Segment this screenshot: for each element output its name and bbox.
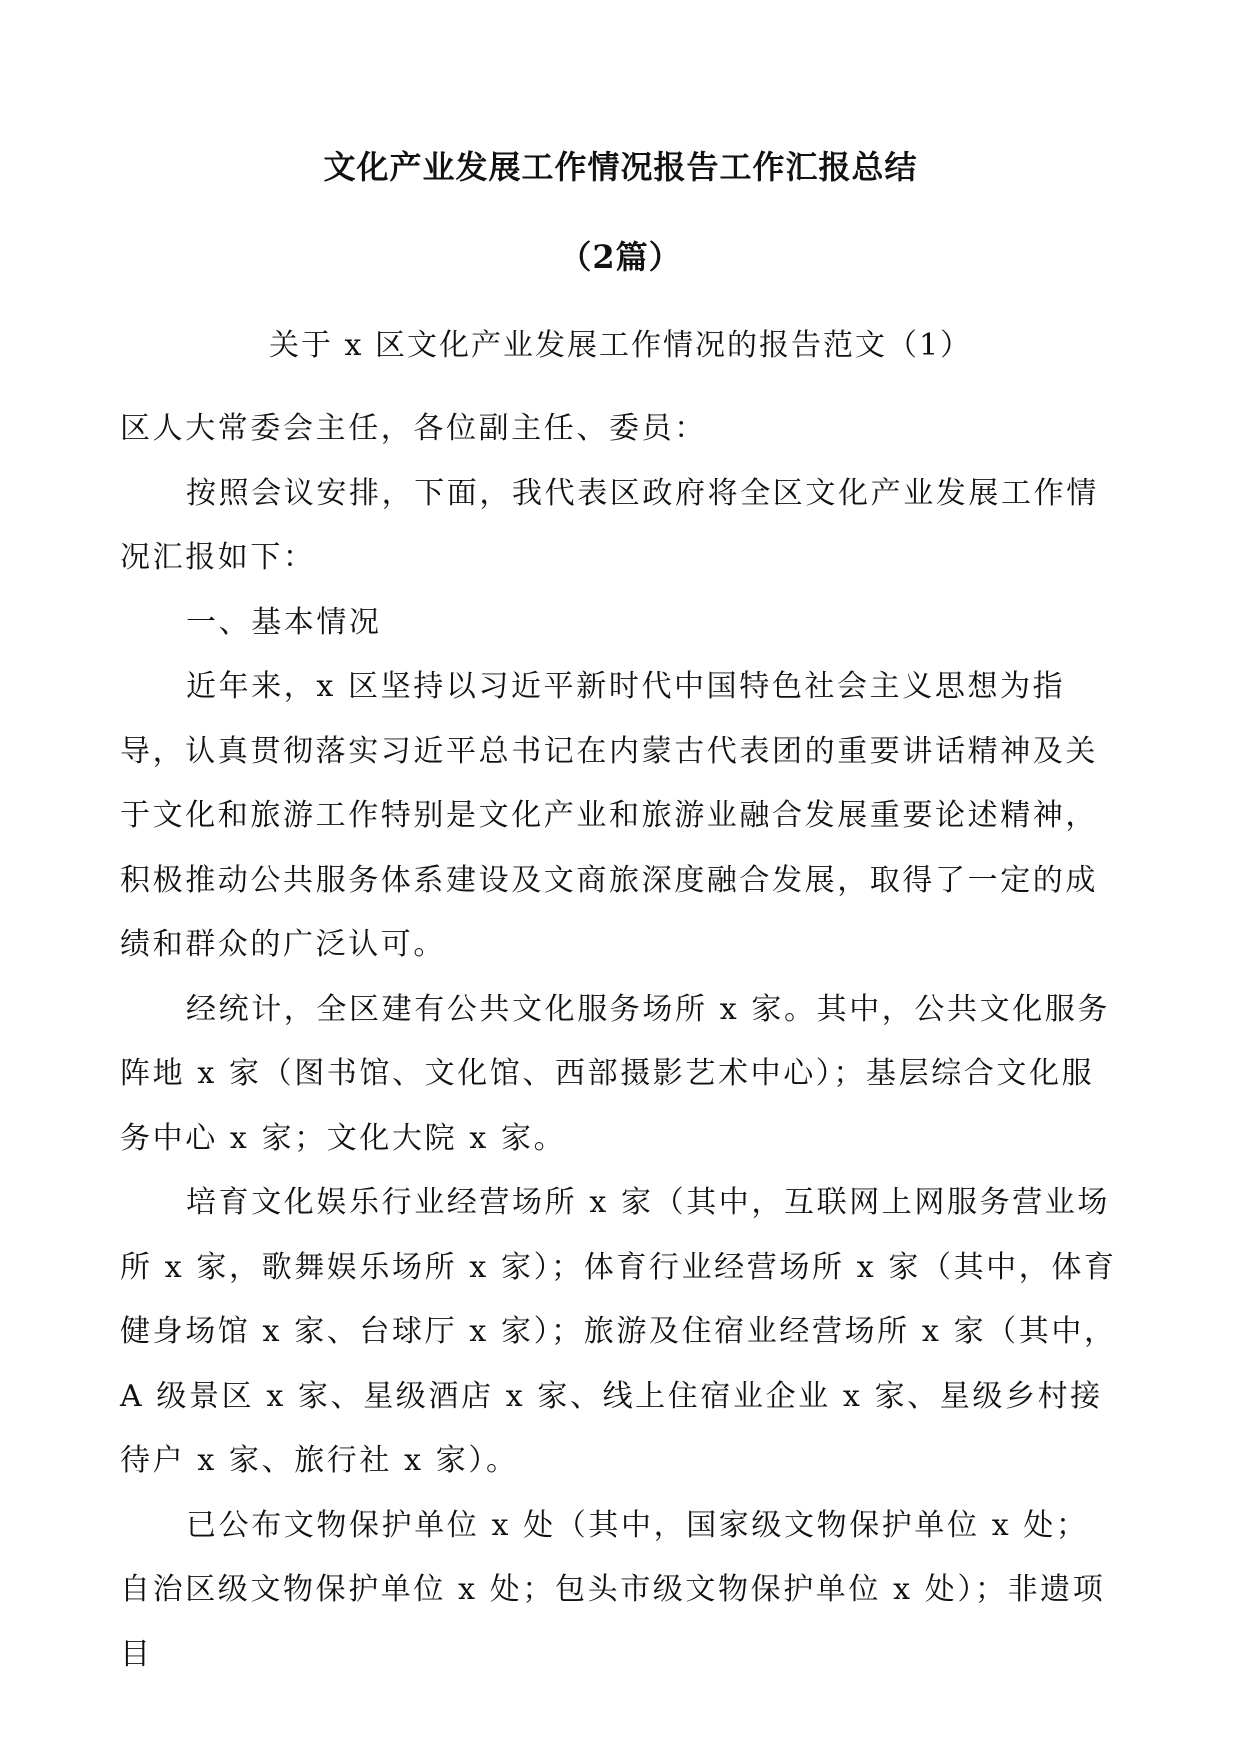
paragraph-overview: 近年来，x 区坚持以习近平新时代中国特色社会主义思想为指导，认真贯彻落实习近平总书记在内蒙古代表团的重要讲话精神及关于文化和旅游工作特别是文化产业和旅游业融合发展重要论述精神，积极推动公共服务体系建设及文商旅深度融合发展，取得了一定的成绩和群众的广泛认可。 xyxy=(120,669,1098,962)
document-title-count: （2篇） xyxy=(559,238,682,276)
paragraph-heritage: 已公布文物保护单位 x 处（其中，国家级文物保护单位 x 处；自治区级文物保护单位 x 处；包头市级文物保护单位 x 处）；非遗项目 xyxy=(120,1507,1106,1672)
paragraph-intro: 按照会议安排，下面，我代表区政府将全区文化产业发展工作情况汇报如下： xyxy=(120,475,1099,575)
document-body xyxy=(120,397,1120,1687)
document-title: 文化产业发展工作情况报告工作汇报总结 xyxy=(323,148,918,186)
document-subtitle: 关于 x 区文化产业发展工作情况的报告范文（1） xyxy=(268,328,973,363)
section-heading: 一、基本情况 xyxy=(186,604,382,640)
salutation: 区人大常委会主任，各位副主任、委员： xyxy=(120,411,707,446)
paragraph-venues: 培育文化娱乐行业经营场所 x 家（其中，互联网上网服务营业场所 x 家，歌舞娱乐场所 x 家）；体育行业经营场所 x 家（其中，体育健身场馆 x 家、台球厅 x 家）；旅游及住宿业经营场所 x 家（其中，A 级景区 x 家、星级酒店 x 家、线上住宿业企业 x 家、星级乡村接待户 x 家、旅行社 x 家）。 xyxy=(120,1185,1117,1478)
paragraph-public-culture: 经统计，全区建有公共文化服务场所 x 家。其中，公共文化服务阵地 x 家（图书馆、文化馆、西部摄影艺术中心）；基层综合文化服务中心 x 家；文化大院 x 家。 xyxy=(120,991,1110,1156)
